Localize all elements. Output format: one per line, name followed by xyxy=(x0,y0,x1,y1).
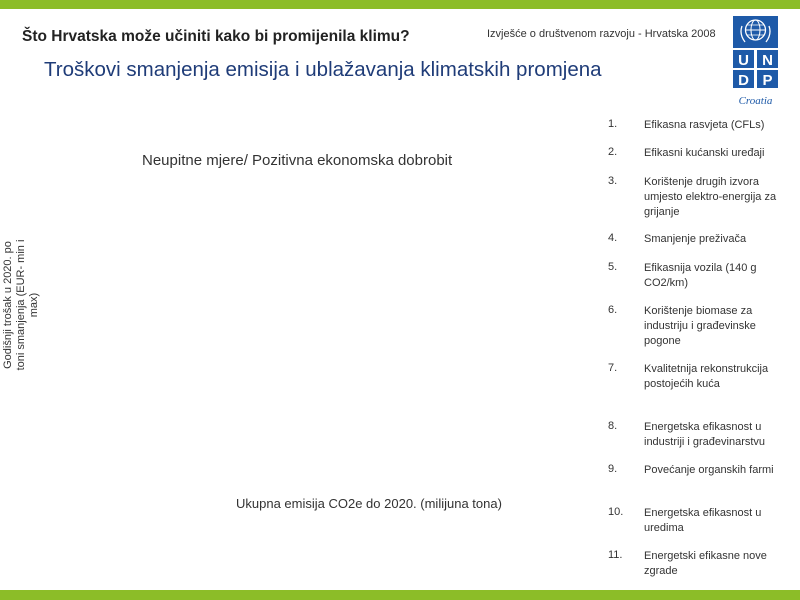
legend-label: Energetski efikasne nove zgrade xyxy=(644,550,767,577)
logo-country: Croatia xyxy=(738,95,773,107)
y-axis-label: Godišnji trošak u 2020. po toni smanjenja (EUR- min i max) xyxy=(2,239,40,371)
legend-label: Energetska efikasnost u uredima xyxy=(644,507,762,534)
undp-logo-graphic xyxy=(733,16,778,108)
legend-label: Korištenje drugih izvora umjesto elektro-energija za grijanje xyxy=(644,176,777,218)
legend-label: Kvalitetnija rekonstrukcija postojećih kuća xyxy=(644,363,769,390)
legend-number: 4. xyxy=(608,232,618,244)
x-axis-label: Ukupna emisija CO2e do 2020. (milijuna tona) xyxy=(236,496,502,511)
legend-number: 10. xyxy=(608,506,624,518)
legend-number: 11. xyxy=(608,549,623,561)
logo-letter-p: P xyxy=(762,72,773,89)
legend-number: 1. xyxy=(608,118,618,130)
top-accent-bar xyxy=(0,0,800,9)
slide-title: Što Hrvatska može učiniti kako bi promijenila klimu? xyxy=(22,28,410,45)
legend-label: Efikasni kućanski uređaji xyxy=(644,147,765,159)
legend-number: 3. xyxy=(608,175,618,187)
legend-number: 7. xyxy=(608,362,618,374)
legend-number: 6. xyxy=(608,304,618,316)
report-title: Izvješće o društvenom razvoju - Hrvatska 2008 xyxy=(487,28,716,40)
logo-letter-n: N xyxy=(762,52,773,69)
bottom-accent-bar xyxy=(0,590,800,600)
legend-number: 9. xyxy=(608,463,618,475)
legend-label: Korištenje biomase za industriju i građevinske pogone xyxy=(644,305,756,347)
legend-label: Povećanje organskih farmi xyxy=(644,464,774,476)
legend-label: Efikasnija vozila (140 g CO2/km) xyxy=(644,262,757,289)
chart-annotation: Neupitne mjere/ Pozitivna ekonomska dobrobit xyxy=(142,152,453,169)
undp-logo xyxy=(733,16,778,108)
legend-number: 5. xyxy=(608,261,618,273)
legend-number: 2. xyxy=(608,146,618,158)
legend-number: 8. xyxy=(608,420,618,432)
page-title: Troškovi smanjenja emisija i ublažavanja klimatskih promjena xyxy=(44,58,602,81)
logo-letter-u: U xyxy=(738,52,749,69)
legend-label: Smanjenje preživača xyxy=(644,233,747,245)
legend-label: Energetska efikasnost u industriji i građevinarstvu xyxy=(644,421,766,448)
legend-label: Efikasna rasvjeta (CFLs) xyxy=(644,119,765,131)
logo-letter-d: D xyxy=(738,72,749,89)
y-axis-label-container xyxy=(0,234,48,376)
